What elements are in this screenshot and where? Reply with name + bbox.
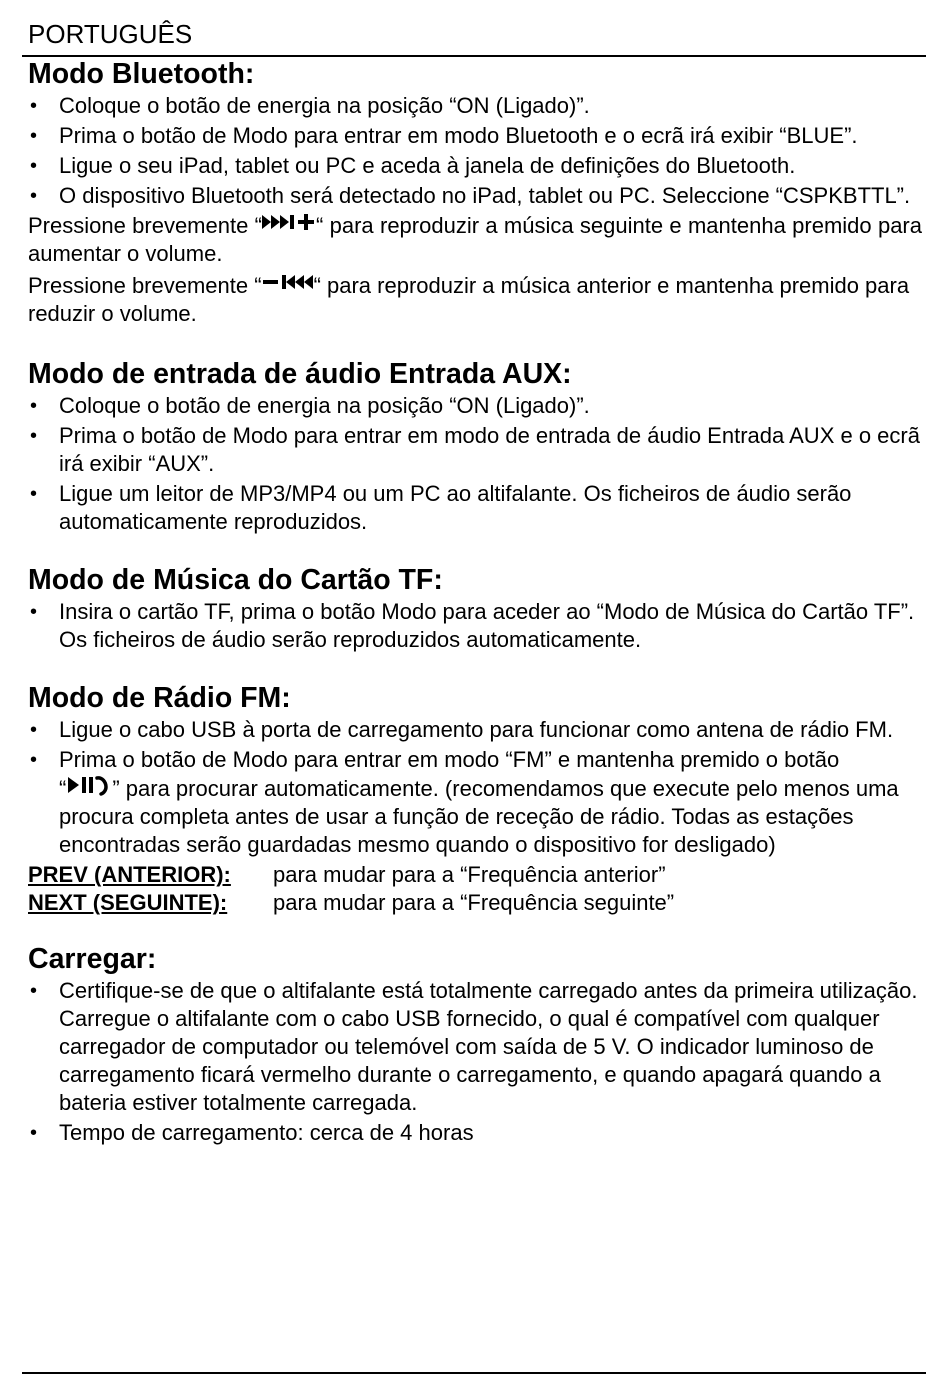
list-item: • Coloque o botão de energia na posição “ON (Ligado)”.: [30, 393, 590, 418]
bullet-icon: •: [30, 185, 38, 207]
list-item: • Coloque o botão de energia na posição “ON (Ligado)”.: [30, 93, 590, 118]
section-title-tf: Modo de Música do Cartão TF:: [28, 564, 443, 596]
bullet-icon: •: [30, 483, 38, 505]
next-frequency-row: [28, 889, 922, 917]
language-header: PORTUGUÊS: [28, 19, 193, 49]
bullet-icon: •: [30, 395, 38, 417]
section-title-aux: Modo de entrada de áudio Entrada AUX:: [28, 358, 572, 390]
play-pause-phone-icon: [66, 774, 112, 796]
next-description: para mudar para a “Frequência seguinte”: [273, 890, 675, 915]
previous-track-instruction: Pressione brevemente “ “ para reproduzir a música anterior e mantenha premido para reduzir o volume.: [28, 273, 910, 326]
bottom-divider: [22, 1372, 926, 1374]
bullet-icon: •: [30, 719, 38, 741]
list-item: • Tempo de carregamento: cerca de 4 horas: [30, 1120, 474, 1145]
bullet-icon: •: [30, 425, 38, 447]
list-item: • Prima o botão de Modo para entrar em modo “FM” e mantenha premido o botão “ ” para procurar automaticamente. (recomendamos que execute pelo menos uma procura completa antes de usar a função de receção de rádio. Todas as estações encontradas serão guardadas mesmo quando o dispositivo for desligado): [30, 747, 899, 857]
prev-description: para mudar para a “Frequência anterior”: [273, 862, 666, 887]
bullet-icon: •: [30, 125, 38, 147]
list-item: • Prima o botão de Modo para entrar em modo Bluetooth e o ecrã irá exibir “BLUE”.: [30, 123, 858, 148]
manual-content: [28, 56, 922, 1149]
bluetooth-list: [28, 92, 922, 210]
list-item: • O dispositivo Bluetooth será detectado no iPad, tablet ou PC. Seleccione “CSPKBTTL”.: [30, 183, 911, 208]
prev-term: PREV (ANTERIOR):: [28, 862, 231, 887]
tf-list: [28, 598, 922, 654]
bullet-icon: •: [30, 95, 38, 117]
list-item: • Prima o botão de Modo para entrar em modo de entrada de áudio Entrada AUX e o ecrã irá exibir “AUX”.: [30, 423, 920, 476]
fm-list: [28, 716, 922, 859]
bullet-icon: •: [30, 1122, 38, 1144]
section-title-fm: Modo de Rádio FM:: [28, 682, 291, 714]
bullet-icon: •: [30, 749, 38, 771]
aux-list: [28, 392, 922, 536]
bullet-icon: •: [30, 980, 38, 1002]
bullet-icon: •: [30, 155, 38, 177]
charge-list: [28, 977, 922, 1147]
list-item: • Certifique-se de que o altifalante está totalmente carregado antes da primeira utilização. Carregue o altifalante com o cabo USB fornecido, o qual é compatível com qualquer carregador de computador ou telemóvel com saída de 5 V. O indicador luminoso de carregamento ficará vermelho durante o carregamento, e quando apagará quando a bateria estiver totalmente carregada.: [30, 978, 918, 1115]
bullet-icon: •: [30, 601, 38, 623]
previous-volume-down-icon: [262, 273, 314, 293]
next-term: NEXT (SEGUINTE):: [28, 890, 228, 915]
prev-frequency-row: [28, 861, 922, 889]
list-item: • Insira o cartão TF, prima o botão Modo para aceder ao “Modo de Música do Cartão TF”. Os ficheiros de áudio serão reproduzidos automaticamente.: [30, 599, 915, 652]
section-title-charge: Carregar:: [28, 943, 157, 975]
next-volume-up-icon: [262, 213, 316, 233]
list-item: • Ligue o seu iPad, tablet ou PC e aceda à janela de definições do Bluetooth.: [30, 153, 796, 178]
section-title-bluetooth: Modo Bluetooth:: [28, 58, 255, 90]
list-item: • Ligue o cabo USB à porta de carregamento para funcionar como antena de rádio FM.: [30, 717, 894, 742]
list-item: • Ligue um leitor de MP3/MP4 ou um PC ao altifalante. Os ficheiros de áudio serão automaticamente reproduzidos.: [30, 481, 852, 534]
next-track-instruction: Pressione brevemente “ “ para reproduzir a música seguinte e mantenha premido para aumentar o volume.: [28, 213, 922, 266]
